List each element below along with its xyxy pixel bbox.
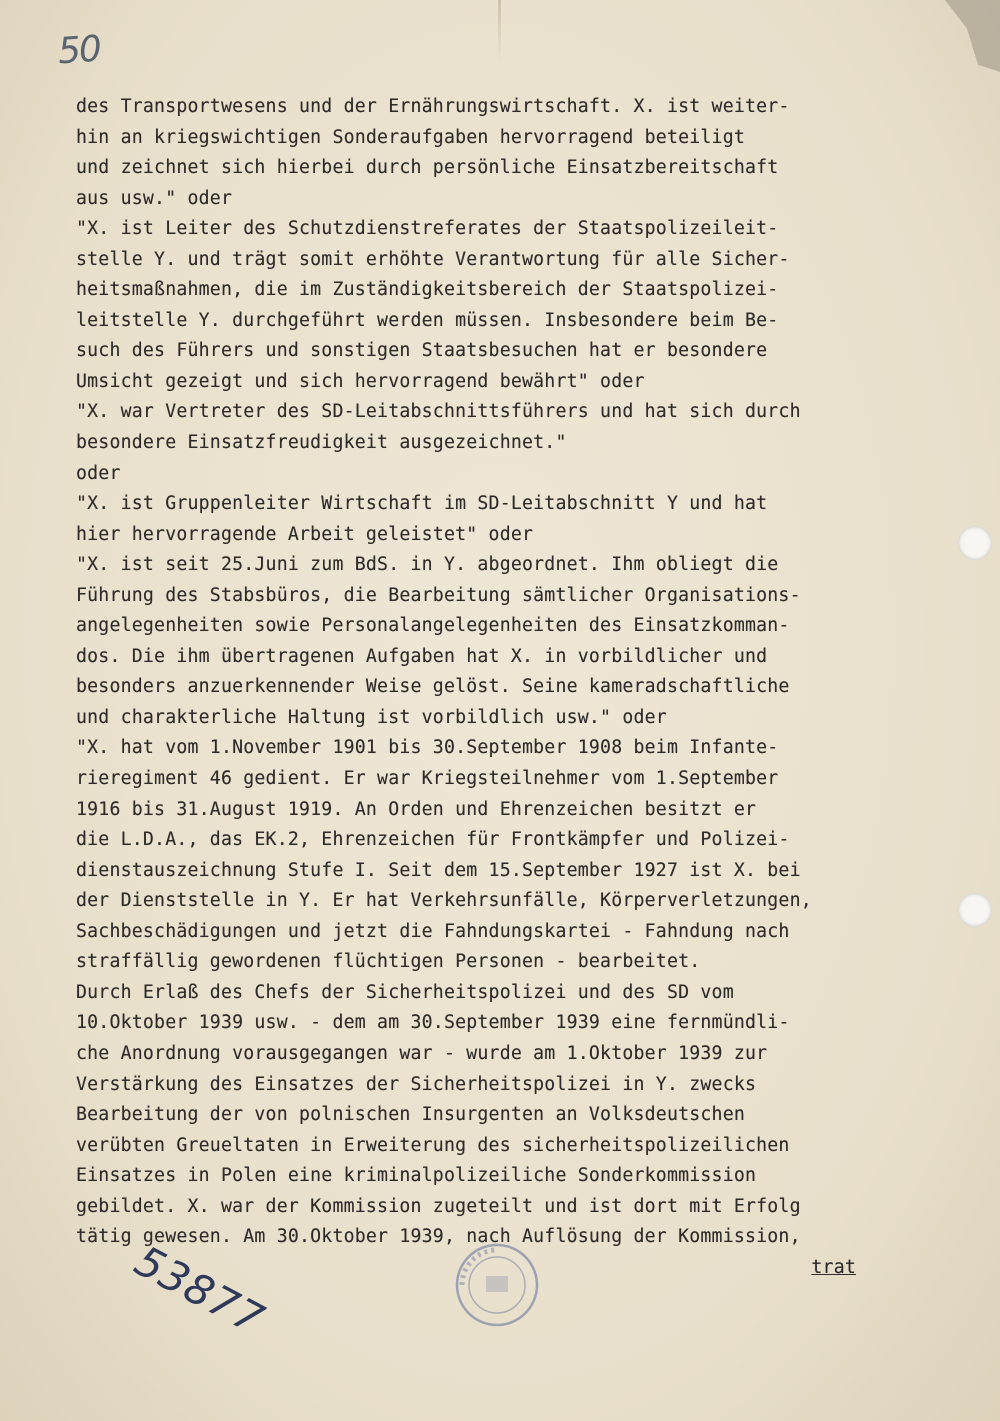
text-line: "X. ist Leiter des Schutzdienstreferates der Staatspolizeileit- — [76, 218, 779, 240]
text-line: Sachbeschädigungen und jetzt die Fahndungskartei - Fahndung nach — [76, 920, 790, 942]
text-line: 10.Oktober 1939 usw. - dem am 30.September 1939 eine fernmündli- — [76, 1012, 790, 1034]
text-line: "X. war Vertreter des SD-Leitabschnittsführers und hat sich durch — [76, 401, 801, 423]
text-line: die L.D.A., das EK.2, Ehrenzeichen für Frontkämpfer und Polizei- — [76, 829, 790, 851]
text-line: "X. ist Gruppenleiter Wirtschaft im SD-Leitabschnitt Y und hat — [76, 493, 768, 515]
text-line: che Anordnung vorausgegangen war - wurde am 1.Oktober 1939 zur — [76, 1042, 768, 1064]
text-line: Bearbeitung der von polnischen Insurgenten an Volksdeutschen — [76, 1104, 745, 1126]
text-line: 1916 bis 31.August 1919. An Orden und Ehrenzeichen besitzt er — [76, 798, 757, 820]
text-line: tätig gewesen. Am 30.Oktober 1939, nach Auflösung der Kommission, — [76, 1226, 801, 1248]
text-line: hin an kriegswichtigen Sonderaufgaben hervorragend beteiligt — [76, 126, 745, 148]
text-line: gebildet. X. war der Kommission zugeteilt und ist dort mit Erfolg — [76, 1195, 801, 1217]
text-line: und charakterliche Haltung ist vorbildlich usw." oder — [76, 706, 667, 728]
text-line: stelle Y. und trägt somit erhöhte Verantwortung für alle Sicher- — [76, 248, 790, 270]
text-line: dos. Die ihm übertragenen Aufgaben hat X. in vorbildlicher und — [76, 645, 768, 667]
text-line: straffällig gewordenen flüchtigen Personen - bearbeitet. — [76, 951, 701, 973]
text-line: verübten Greueltaten in Erweiterung des sicherheitspolizeilichen — [76, 1134, 790, 1156]
text-line: rieregiment 46 gedient. Er war Kriegsteilnehmer vom 1.September — [76, 768, 779, 790]
text-line: Einsatzes in Polen eine kriminalpolizeiliche Sonderkommission — [76, 1165, 757, 1187]
text-line: "X. hat vom 1.November 1901 bis 30.September 1908 beim Infante- — [76, 737, 779, 759]
text-line: Verstärkung des Einsatzes der Sicherheitspolizei in Y. zwecks — [76, 1073, 757, 1095]
text-line: der Dienststelle in Y. Er hat Verkehrsunfälle, Körperverletzungen, — [76, 890, 812, 912]
text-line: dienstauszeichnung Stufe I. Seit dem 15.September 1927 ist X. bei — [76, 859, 801, 881]
text-line: "X. ist seit 25.Juni zum BdS. in Y. abgeordnet. Ihm obliegt die — [76, 554, 779, 576]
text-line: besonders anzuerkennender Weise gelöst. Seine kameradschaftliche — [76, 676, 790, 698]
text-line: des Transportwesens und der Ernährungswirtschaft. X. ist weiter- — [76, 96, 790, 117]
typed-body-text — [76, 92, 906, 1283]
text-line: und zeichnet sich hierbei durch persönliche Einsatzbereitschaft — [76, 157, 779, 179]
text-line: such des Führers und sonstigen Staatsbesuchen hat er besondere — [76, 340, 768, 362]
folio-number: 50 — [56, 28, 102, 73]
text-line: Umsicht gezeigt und sich hervorragend bewährt" oder — [76, 370, 645, 392]
text-line: aus usw." oder — [76, 187, 233, 209]
torn-corner — [945, 0, 1000, 72]
text-line: Durch Erlaß des Chefs der Sicherheitspolizei und des SD vom — [76, 981, 734, 1003]
text-line: leitstelle Y. durchgeführt werden müssen. Insbesondere beim Be- — [76, 309, 779, 331]
catchword: trat — [811, 1256, 856, 1278]
archive-number: 53877 — [126, 1236, 273, 1345]
text-line: Führung des Stabsbüros, die Bearbeitung sämtlicher Organisations- — [76, 584, 801, 606]
text-line: heitsmaßnahmen, die im Zuständigkeitsbereich der Staatspolizei- — [76, 279, 779, 301]
text-line: angelegenheiten sowie Personalangelegenheiten des Einsatzkomman- — [76, 615, 790, 637]
punch-hole-upper — [958, 526, 992, 560]
text-line: hier hervorragende Arbeit geleistet" oder — [76, 523, 534, 545]
archive-stamp-icon — [452, 1240, 542, 1330]
paper-fold — [498, 0, 501, 60]
text-line: oder — [76, 462, 121, 484]
punch-hole-lower — [958, 893, 992, 927]
text-line: besondere Einsatzfreudigkeit ausgezeichnet." — [76, 432, 567, 454]
